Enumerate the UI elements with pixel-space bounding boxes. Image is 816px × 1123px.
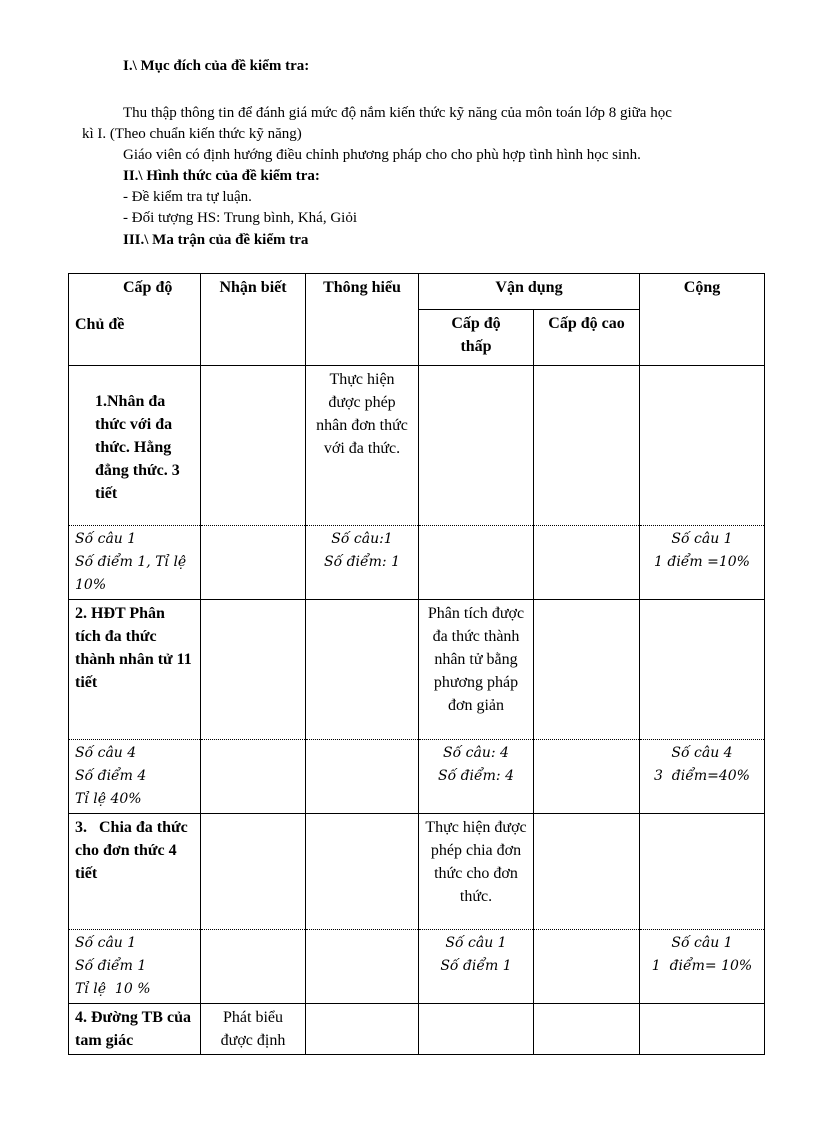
topic-1-cap-do-thap xyxy=(419,366,534,526)
summary-1-cap-do-thap xyxy=(419,526,534,600)
intro-paragraph-1a: Thu thập thông tin để đánh giá mức độ nắm kiến thức kỹ năng của môn toán lớp 8 giữa học xyxy=(123,105,672,121)
topic-row-1 xyxy=(69,366,765,526)
header-cap-do-chu-de xyxy=(69,274,201,366)
summary-3-cap-do-cao xyxy=(534,930,640,1004)
header-row-1 xyxy=(69,274,765,310)
topic-2-cap-do-cao xyxy=(534,600,640,740)
header-cap-do-cao: Cấp độ cao xyxy=(534,310,640,366)
summary-3-cap-do-thap xyxy=(419,930,534,1004)
heading-ma-tran: III.\ Ma trận của đề kiểm tra xyxy=(123,232,309,248)
topic-4-nhan-biet: Phát biểu được định xyxy=(201,1004,306,1055)
topic-4-title: 4. Đường TB của tam giác xyxy=(69,1004,201,1055)
topic-2-cap-do-thap: Phân tích được đa thức thành nhân tử bằng phương pháp đơn giản xyxy=(419,600,534,740)
intro-paragraph-1b: kì I. (Theo chuẩn kiến thức kỹ năng) xyxy=(82,126,302,142)
header-cong: Cộng xyxy=(640,274,765,366)
summary-3-label-line2: Số điểm 1 xyxy=(75,958,147,974)
topic-2-nhan-biet xyxy=(201,600,306,740)
summary-2-cong-line2: 3 điểm=40% xyxy=(654,768,750,784)
topic-1-cong xyxy=(640,366,765,526)
topic-4-cap-do-cao xyxy=(534,1004,640,1055)
summary-1-label-line3: 10% xyxy=(75,577,107,593)
summary-2-thap-line1: Số câu: 4 xyxy=(443,745,509,761)
summary-2-label xyxy=(69,740,201,814)
header-chu-de: Chủ đề xyxy=(75,316,125,333)
summary-2-cap-do-thap xyxy=(419,740,534,814)
topic-4-thong-hieu xyxy=(306,1004,419,1055)
topic-3-thong-hieu xyxy=(306,814,419,930)
heading-hinh-thuc: II.\ Hình thức của đề kiểm tra: xyxy=(123,168,320,184)
intro-paragraph-2: Giáo viên có định hướng điều chỉnh phương pháp cho cho phù hợp tình hình học sinh. xyxy=(123,147,641,163)
summary-2-label-line1: Số câu 4 xyxy=(75,745,137,761)
topic-1-nhan-biet xyxy=(201,366,306,526)
topic-2-title: 2. HĐT Phân tích đa thức thành nhân tử 11 tiết xyxy=(69,600,201,740)
summary-2-thap-line2: Số điểm: 4 xyxy=(437,768,514,784)
heading-muc-dich: I.\ Mục đích của đề kiểm tra: xyxy=(123,58,310,74)
header-nhan-biet: Nhận biết xyxy=(201,274,306,366)
summary-row-1 xyxy=(69,526,765,600)
summary-row-3 xyxy=(69,930,765,1004)
summary-2-nhan-biet xyxy=(201,740,306,814)
summary-1-cong-line1: Số câu 1 xyxy=(671,531,733,547)
topic-row-4 xyxy=(69,1004,765,1055)
topic-4-cap-do-thap xyxy=(419,1004,534,1055)
topic-3-cong xyxy=(640,814,765,930)
summary-2-cap-do-cao xyxy=(534,740,640,814)
matrix-table xyxy=(68,273,765,1055)
summary-3-label xyxy=(69,930,201,1004)
summary-1-cong xyxy=(640,526,765,600)
topic-1-thong-hieu: Thực hiện được phép nhân đơn thức với đa thức. xyxy=(306,366,419,526)
header-cap-do-thap: Cấp độ thấp xyxy=(419,310,534,366)
summary-2-thong-hieu xyxy=(306,740,419,814)
summary-2-label-line3: Tỉ lệ 40% xyxy=(75,791,142,807)
summary-2-label-line2: Số điểm 4 xyxy=(75,768,147,784)
summary-2-cong xyxy=(640,740,765,814)
summary-3-cong-line2: 1 điểm= 10% xyxy=(651,958,753,974)
summary-1-label xyxy=(69,526,201,600)
topic-1-cap-do-cao xyxy=(534,366,640,526)
topic-3-cap-do-thap: Thực hiện được phép chia đơn thức cho đơn thức. xyxy=(419,814,534,930)
topic-1-title: 1.Nhân đa thức với đa thức. Hằng đẳng thức. 3 tiết xyxy=(69,366,201,526)
summary-row-2 xyxy=(69,740,765,814)
topic-3-cap-do-cao xyxy=(534,814,640,930)
summary-3-cong-line1: Số câu 1 xyxy=(671,935,733,951)
summary-1-cong-line2: 1 điểm =10% xyxy=(654,554,750,570)
topic-2-cong xyxy=(640,600,765,740)
topic-3-nhan-biet xyxy=(201,814,306,930)
summary-2-cong-line1: Số câu 4 xyxy=(671,745,733,761)
header-thong-hieu: Thông hiểu xyxy=(306,274,419,366)
header-van-dung: Vận dụng xyxy=(419,274,640,310)
summary-3-label-line3: Tỉ lệ 10 % xyxy=(75,981,151,997)
summary-1-cap-do-cao xyxy=(534,526,640,600)
summary-3-label-line1: Số câu 1 xyxy=(75,935,137,951)
summary-3-thap-line1: Số câu 1 xyxy=(445,935,507,951)
summary-1-nhan-biet xyxy=(201,526,306,600)
topic-row-3 xyxy=(69,814,765,930)
topic-row-2 xyxy=(69,600,765,740)
summary-1-th-line2: Số điểm: 1 xyxy=(323,554,400,570)
topic-4-cong xyxy=(640,1004,765,1055)
list-item-doi-tuong: - Đối tượng HS: Trung bình, Khá, Giỏi xyxy=(123,210,358,226)
summary-1-thong-hieu xyxy=(306,526,419,600)
summary-1-label-line1: Số câu 1 xyxy=(75,531,137,547)
topic-3-title: 3. Chia đa thức cho đơn thức 4 tiết xyxy=(69,814,201,930)
summary-1-th-line1: Số câu:1 xyxy=(331,531,393,547)
summary-3-cong xyxy=(640,930,765,1004)
summary-3-nhan-biet xyxy=(201,930,306,1004)
summary-3-thong-hieu xyxy=(306,930,419,1004)
header-cap-do: Cấp độ xyxy=(123,279,173,296)
list-item-tu-luan: - Đề kiểm tra tự luận. xyxy=(123,189,252,205)
summary-1-label-line2: Số điểm 1, Tỉ lệ xyxy=(75,554,187,570)
topic-2-thong-hieu xyxy=(306,600,419,740)
summary-3-thap-line2: Số điểm 1 xyxy=(440,958,512,974)
